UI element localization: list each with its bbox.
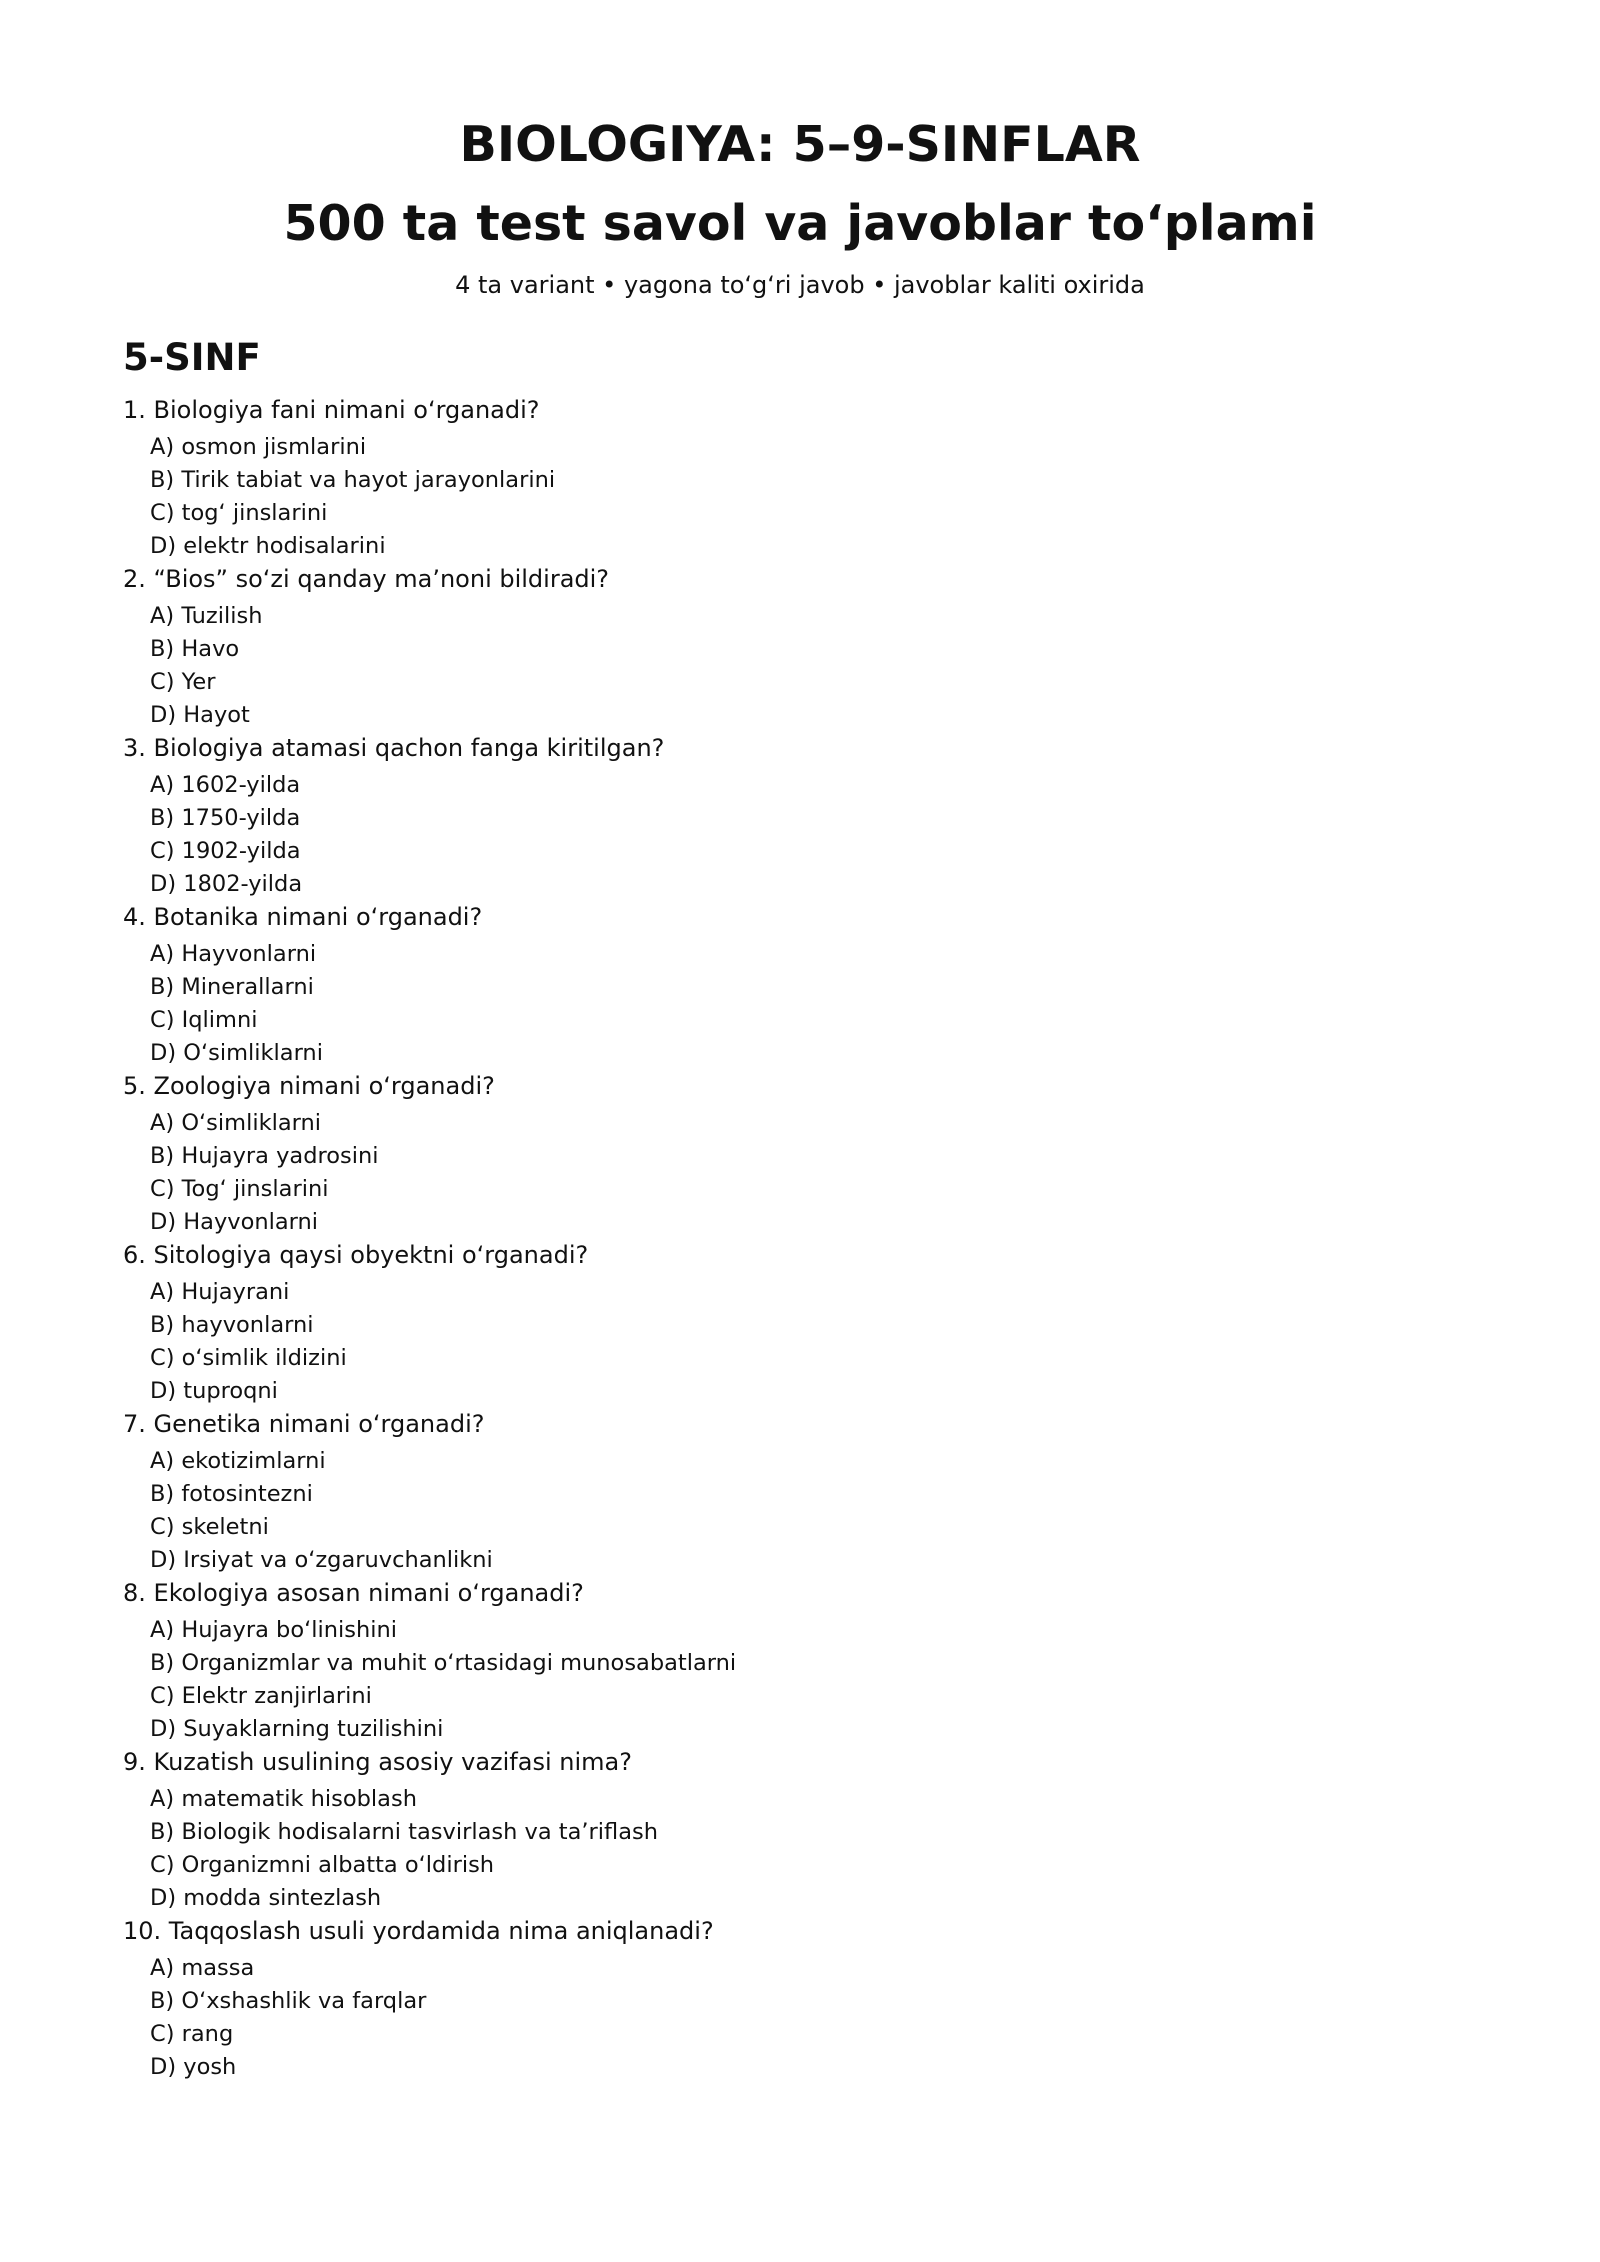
answer-options [150,769,1473,901]
answer-option: D) modda sintezlash [150,1885,382,1911]
question-item [123,1577,1473,1746]
answer-option: C) Yer [150,669,216,695]
answer-option: A) matematik hisoblash [150,1786,417,1812]
answer-option: B) Tirik tabiat va hayot jarayonlarini [150,467,556,493]
answer-options [150,1952,1473,2084]
answer-option: B) 1750-yilda [150,805,301,831]
answer-option: B) Organizmlar va muhit o‘rtasidagi munosabatlarni [150,1650,737,1676]
answer-option: A) massa [150,1955,255,1981]
answer-option: D) Suyaklarning tuzilishini [150,1716,444,1742]
answer-option: D) O‘simliklarni [150,1040,323,1066]
answer-option: C) 1902-yilda [150,838,301,864]
answer-option: C) tog‘ jinslarini [150,500,328,526]
answer-option: B) fotosintezni [150,1481,313,1507]
question-text: 4. Botanika nimani o‘rganadi? [123,903,483,931]
answer-option: C) o‘simlik ildizini [150,1345,347,1371]
question-item [123,394,1473,563]
answer-option: B) Havo [150,636,240,662]
answer-options [150,1783,1473,1915]
answer-option: B) Biologik hodisalarni tasvirlash va ta’riflash [150,1819,658,1845]
question-text: 2. “Bios” so‘zi qanday ma’noni bildiradi? [123,565,610,593]
question-text: 6. Sitologiya qaysi obyektni o‘rganadi? [123,1241,589,1269]
document-description: 4 ta variant • yagona to‘g‘ri javob • javoblar kaliti oxirida [455,271,1145,299]
answer-options [150,1276,1473,1408]
answer-option: D) Irsiyat va o‘zgaruvchanlikni [150,1547,493,1573]
question-item [123,1746,1473,1915]
document-subtitle-title: 500 ta test savol va javoblar to‘plami [283,195,1317,252]
question-text: 9. Kuzatish usulining asosiy vazifasi nima? [123,1748,632,1776]
answer-option: A) Tuzilish [150,603,263,629]
answer-option: B) hayvonlarni [150,1312,314,1338]
answer-option: A) O‘simliklarni [150,1110,322,1136]
answer-options [150,1107,1473,1239]
answer-option: D) elektr hodisalarini [150,533,386,559]
question-text: 5. Zoologiya nimani o‘rganadi? [123,1072,495,1100]
answer-option: D) tuproqni [150,1378,278,1404]
answer-option: B) Hujayra yadrosini [150,1143,379,1169]
answer-options [150,938,1473,1070]
answer-option: C) rang [150,2021,234,2047]
answer-option: A) Hujayra bo‘linishini [150,1617,398,1643]
answer-options [150,600,1473,732]
answer-option: C) Tog‘ jinslarini [150,1176,329,1202]
answer-option: A) Hayvonlarni [150,941,317,967]
document-title: BIOLOGIYA: 5–9-SINFLAR [459,116,1141,173]
question-item [123,901,1473,1070]
question-text: 10. Taqqoslash usuli yordamida nima aniqlanadi? [123,1917,714,1945]
section-heading: 5-SINF [123,336,261,379]
answer-option: A) osmon jismlarini [150,434,367,460]
answer-option: C) Elektr zanjirlarini [150,1683,372,1709]
answer-option: D) Hayvonlarni [150,1209,319,1235]
question-list [123,394,1473,2084]
answer-options [150,431,1473,563]
answer-option: A) Hujayrani [150,1279,290,1305]
answer-options [150,1614,1473,1746]
answer-option: C) skeletni [150,1514,269,1540]
answer-option: D) Hayot [150,702,250,728]
answer-option: B) O‘xshashlik va farqlar [150,1988,427,2014]
question-item [123,1408,1473,1577]
answer-option: D) yosh [150,2054,237,2080]
question-item [123,732,1473,901]
question-text: 7. Genetika nimani o‘rganadi? [123,1410,485,1438]
question-item [123,1239,1473,1408]
answer-options [150,1445,1473,1577]
question-text: 8. Ekologiya asosan nimani o‘rganadi? [123,1579,584,1607]
answer-option: C) Iqlimni [150,1007,258,1033]
question-item [123,1070,1473,1239]
question-item [123,563,1473,732]
answer-option: A) ekotizimlarni [150,1448,326,1474]
answer-option: D) 1802-yilda [150,871,303,897]
answer-option: C) Organizmni albatta o‘ldirish [150,1852,495,1878]
question-text: 3. Biologiya atamasi qachon fanga kiritilgan? [123,734,665,762]
answer-option: A) 1602-yilda [150,772,301,798]
question-text: 1. Biologiya fani nimani o‘rganadi? [123,396,540,424]
answer-option: B) Minerallarni [150,974,314,1000]
question-item [123,1915,1473,2084]
